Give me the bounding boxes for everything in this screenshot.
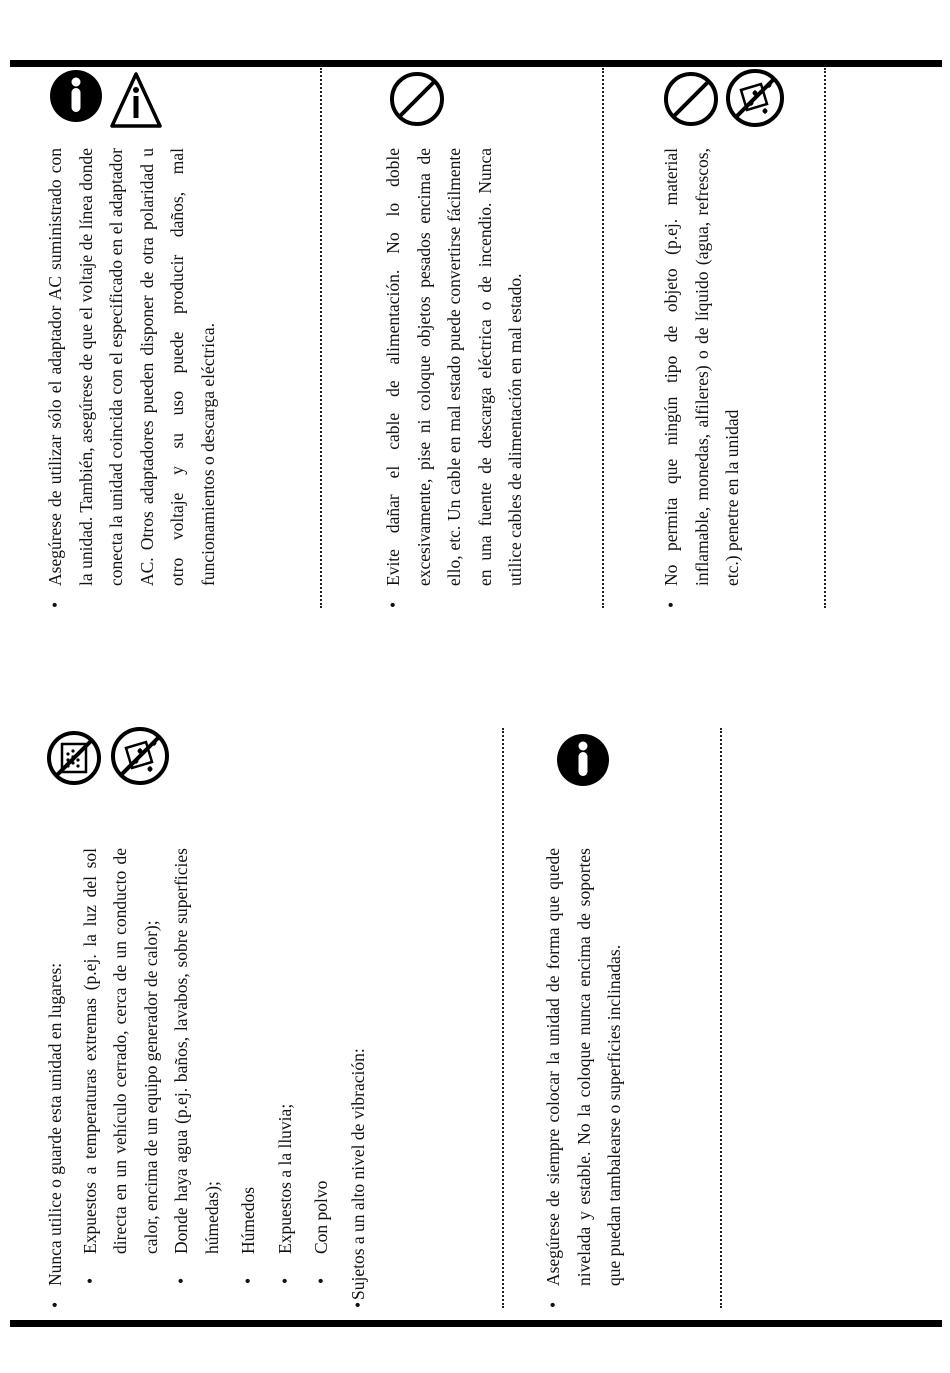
storage-item: Húmedos bbox=[238, 1186, 258, 1254]
section-storage-locations: • Nunca utilice o guarde esta unidad en lugares: • Expuestos a temperaturas extremas (p.ej. la luz del sol directa en un vehículo cerrado, cerca de un conducto de calor, encima de un equipo generador de calor); • Donde haya agua (p.ej. baños, lavabos, sobre superficies húmedas); • Húmedos • Expuestos a la lluvia; • Con polvo • Sujetos a un alto nivel de vibración: bbox=[45, 848, 368, 1308]
separator bbox=[502, 728, 504, 1308]
section-power-cable: • Evite dañar el cable de alimentación. No lo doble excesivamente, pise ni coloque objetos pesados encima de ello, etc. Un cable en mal estado puede convertirse fácilmente en una fuente de descarga eléctrica o de incendio. Nunca utilice cables de alimentación en mal estado. bbox=[383, 148, 525, 608]
section-stable-placement: • Asegúrese de siempre colocar la unidad de forma que quede nivelada y estable. No la coloque nunca encima de soportes que puedan tambalearse o superficies inclinadas. bbox=[543, 848, 624, 1308]
storage-item: Expuestos a temperaturas extremas (p.ej. la luz del sol directa en un vehículo cerrado, cerca de un conducto de calor, encima de un equipo generador de calor); bbox=[79, 848, 161, 1254]
bottom-rule bbox=[10, 1320, 942, 1327]
storage-item: Expuestos a la lluvia; bbox=[274, 1103, 295, 1254]
separator bbox=[320, 68, 322, 608]
no-shower-icon bbox=[46, 730, 102, 786]
prohibited-icon bbox=[662, 70, 720, 128]
mandatory-icon bbox=[555, 732, 611, 788]
prohibited-icon bbox=[388, 70, 446, 128]
top-rule bbox=[10, 60, 942, 67]
separator bbox=[824, 68, 826, 608]
objects-text: No permita que ningún tipo de objeto (p.ej. material inflamable, monedas, alfileres) o de líquido (agua, refrescos, etc.) penetre en la unidad bbox=[661, 148, 742, 586]
storage-item: Donde haya agua (p.ej. baños, lavabos, sobre superficies húmedas); bbox=[171, 848, 222, 1254]
storage-item: Con polvo bbox=[311, 1180, 331, 1254]
storage-intro: Nunca utilice o guarde esta unidad en lugares: bbox=[45, 962, 65, 1286]
separator bbox=[720, 728, 722, 1308]
rotated-page bbox=[30, 68, 930, 1308]
cable-text: Evite dañar el cable de alimentación. No lo doble excesivamente, pise ni coloque objetos pesados encima de ello, etc. Un cable en mal estado puede convertirse fácilmente en una fuente de descarga eléctrica o de incendio. Nunca utilice cables de alimentación en mal estado. bbox=[383, 148, 525, 586]
separator bbox=[602, 68, 604, 608]
placement-text: Asegúrese de siempre colocar la unidad de forma que quede nivelada y estable. No la coloque nunca encima de soportes que puedan tambalearse o superficies inclinadas. bbox=[543, 848, 624, 1286]
section-ac-adapter: • Asegúrese de utilizar sólo el adaptador AC suministrado con la unidad. También, asegúrese de que el voltaje de línea donde conecta la unidad coincida con el especificado en el adaptador AC. Otros adaptadores pueden disponer de otra polaridad u otro voltaje y su uso puede producir daños, mal funcionamientos o descarga eléctrica. bbox=[45, 148, 218, 608]
no-liquid-icon bbox=[110, 726, 170, 786]
warning-triangle-icon bbox=[108, 68, 164, 130]
section-foreign-objects: • No permita que ningún tipo de objeto (p.ej. material inflamable, monedas, alfileres) o de líquido (agua, refrescos, etc.) penetre en la unidad bbox=[661, 148, 742, 608]
storage-tail: Sujetos a un alto nivel de vibración: bbox=[347, 1048, 368, 1300]
mandatory-icon bbox=[48, 68, 104, 124]
no-liquid-icon bbox=[725, 68, 785, 128]
adapter-text: Asegúrese de utilizar sólo el adaptador AC suministrado con la unidad. También, asegúrese de que el voltaje de línea donde conecta la unidad coincida con el especificado en el adaptador AC. Otros adaptadores pueden disponer de otra polaridad u otro voltaje y su uso puede producir daños, mal funcionamientos o descarga eléctrica. bbox=[45, 148, 218, 586]
